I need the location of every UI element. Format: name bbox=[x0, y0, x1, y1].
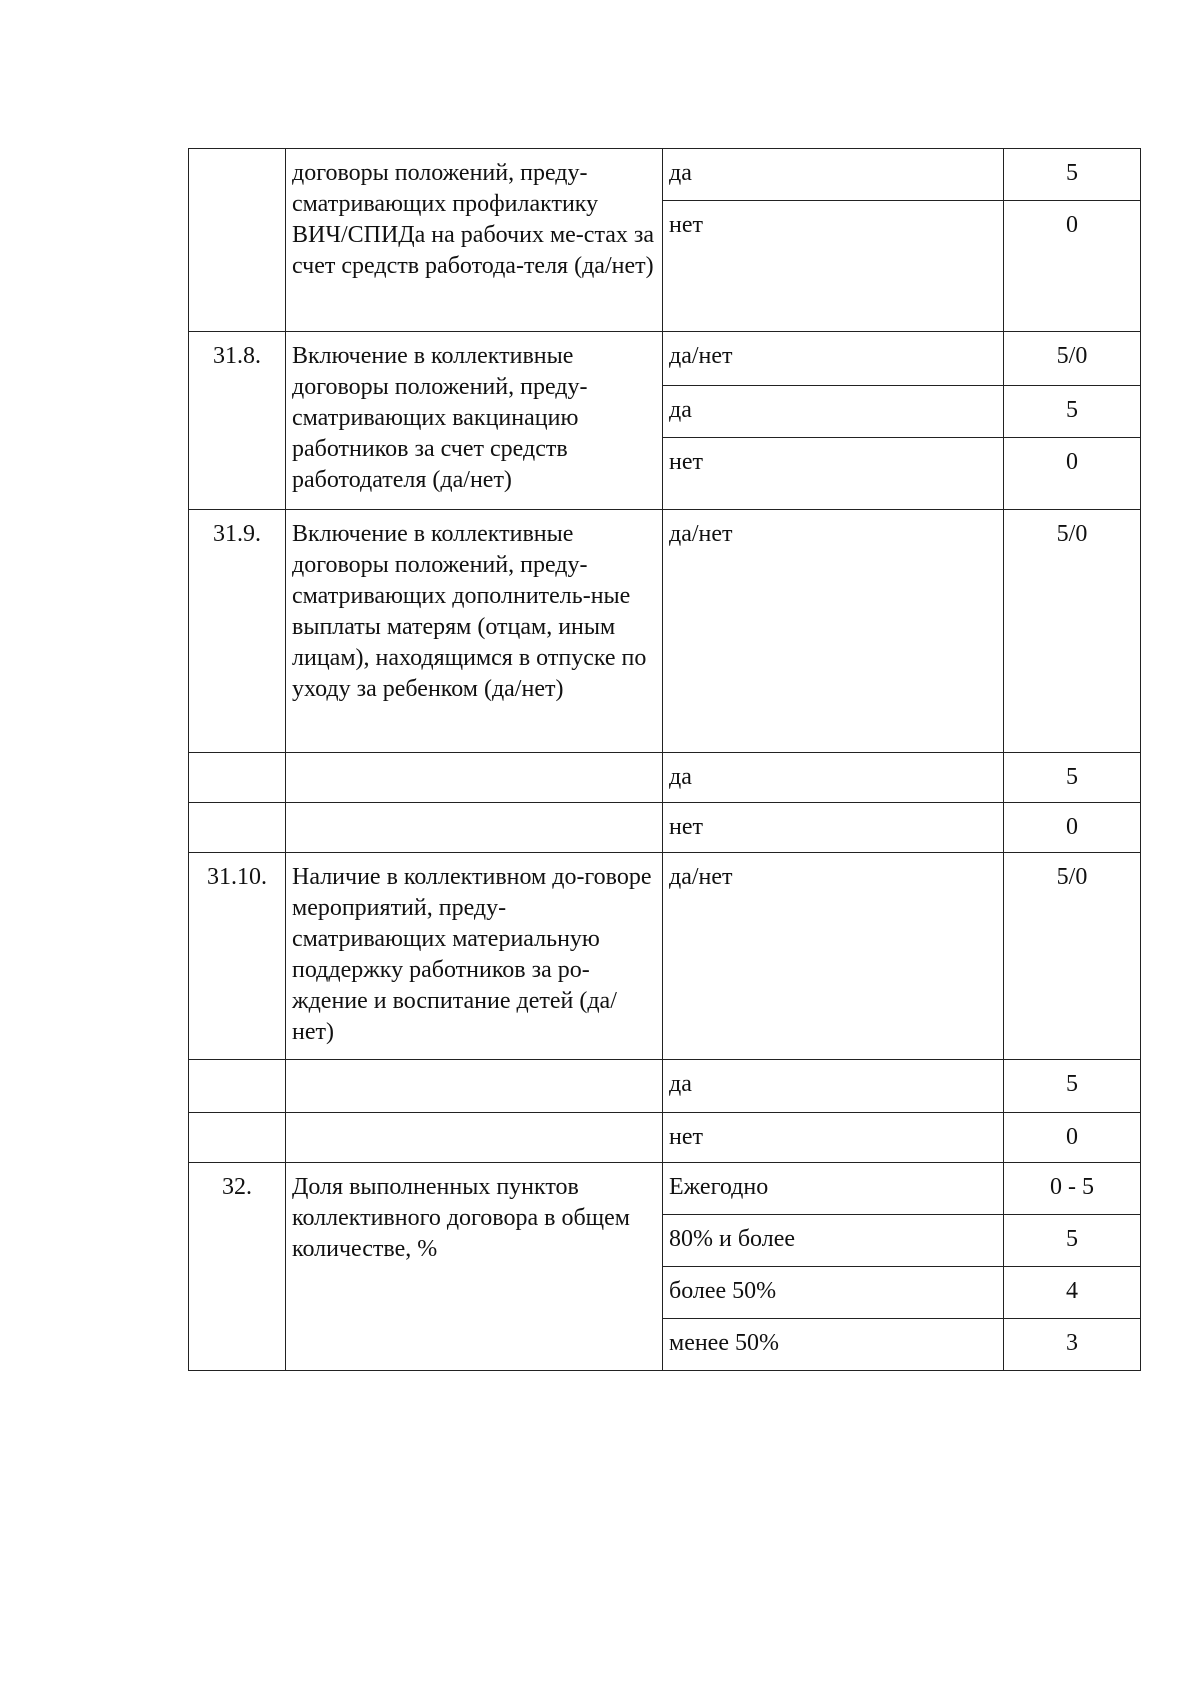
option-label: да bbox=[663, 753, 1004, 803]
item-number: 31.8. bbox=[189, 332, 286, 510]
item-description: Включение в коллективные договоры положений, преду-сматривающих вакцинацию работников за счет средств работодателя (да/нет) bbox=[286, 332, 663, 510]
option-score: 0 bbox=[1004, 438, 1141, 510]
option-label: да bbox=[663, 386, 1004, 438]
item-number: 31.9. bbox=[189, 510, 286, 753]
table-row bbox=[189, 510, 1141, 753]
item-description: Доля выполненных пунктов коллективного договора в общем количестве, % bbox=[286, 1163, 663, 1371]
item-description bbox=[286, 753, 663, 803]
table-row bbox=[189, 1060, 1141, 1113]
table-row bbox=[189, 1163, 1141, 1215]
option-label: более 50% bbox=[663, 1267, 1004, 1319]
option-score: 4 bbox=[1004, 1267, 1141, 1319]
item-number bbox=[189, 803, 286, 853]
table-row bbox=[189, 332, 1141, 386]
option-score: 5 bbox=[1004, 149, 1141, 201]
criteria-table bbox=[188, 148, 1141, 1371]
table-row bbox=[189, 1113, 1141, 1163]
item-description: Наличие в коллективном до-говоре мероприятий, преду-сматривающих материальную поддержку работников за ро-ждение и воспитание детей (да/нет) bbox=[286, 853, 663, 1060]
option-label: 80% и более bbox=[663, 1215, 1004, 1267]
option-score: 0 bbox=[1004, 201, 1141, 332]
option-score: 5 bbox=[1004, 1060, 1141, 1113]
option-label: нет bbox=[663, 438, 1004, 510]
table-row bbox=[189, 149, 1141, 201]
table-row bbox=[189, 853, 1141, 1060]
option-score: 5/0 bbox=[1004, 510, 1141, 753]
item-number bbox=[189, 149, 286, 332]
item-number bbox=[189, 1113, 286, 1163]
item-description: Включение в коллективные договоры положений, преду-сматривающих дополнитель-ные выплаты матерям (отцам, иным лицам), находящимся в отпуске по уходу за ребенком (да/нет) bbox=[286, 510, 663, 753]
option-label: нет bbox=[663, 201, 1004, 332]
option-label: нет bbox=[663, 803, 1004, 853]
option-score: 5/0 bbox=[1004, 853, 1141, 1060]
option-label: да bbox=[663, 1060, 1004, 1113]
item-description: договоры положений, преду-сматривающих профилактику ВИЧ/СПИДа на рабочих ме-стах за счет средств работода-теля (да/нет) bbox=[286, 149, 663, 332]
option-score: 3 bbox=[1004, 1319, 1141, 1371]
item-number: 31.10. bbox=[189, 853, 286, 1060]
option-label: нет bbox=[663, 1113, 1004, 1163]
option-score: 0 bbox=[1004, 803, 1141, 853]
item-description bbox=[286, 1060, 663, 1113]
option-score: 5/0 bbox=[1004, 332, 1141, 386]
option-score: 0 bbox=[1004, 1113, 1141, 1163]
item-number: 32. bbox=[189, 1163, 286, 1371]
option-score: 5 bbox=[1004, 753, 1141, 803]
option-score: 0 - 5 bbox=[1004, 1163, 1141, 1215]
option-score: 5 bbox=[1004, 386, 1141, 438]
option-label: да/нет bbox=[663, 853, 1004, 1060]
option-label: Ежегодно bbox=[663, 1163, 1004, 1215]
table-row bbox=[189, 803, 1141, 853]
option-label: менее 50% bbox=[663, 1319, 1004, 1371]
item-number bbox=[189, 1060, 286, 1113]
option-label: да/нет bbox=[663, 332, 1004, 386]
table-row bbox=[189, 753, 1141, 803]
item-description bbox=[286, 803, 663, 853]
option-label: да bbox=[663, 149, 1004, 201]
item-description bbox=[286, 1113, 663, 1163]
option-score: 5 bbox=[1004, 1215, 1141, 1267]
item-number bbox=[189, 753, 286, 803]
option-label: да/нет bbox=[663, 510, 1004, 753]
